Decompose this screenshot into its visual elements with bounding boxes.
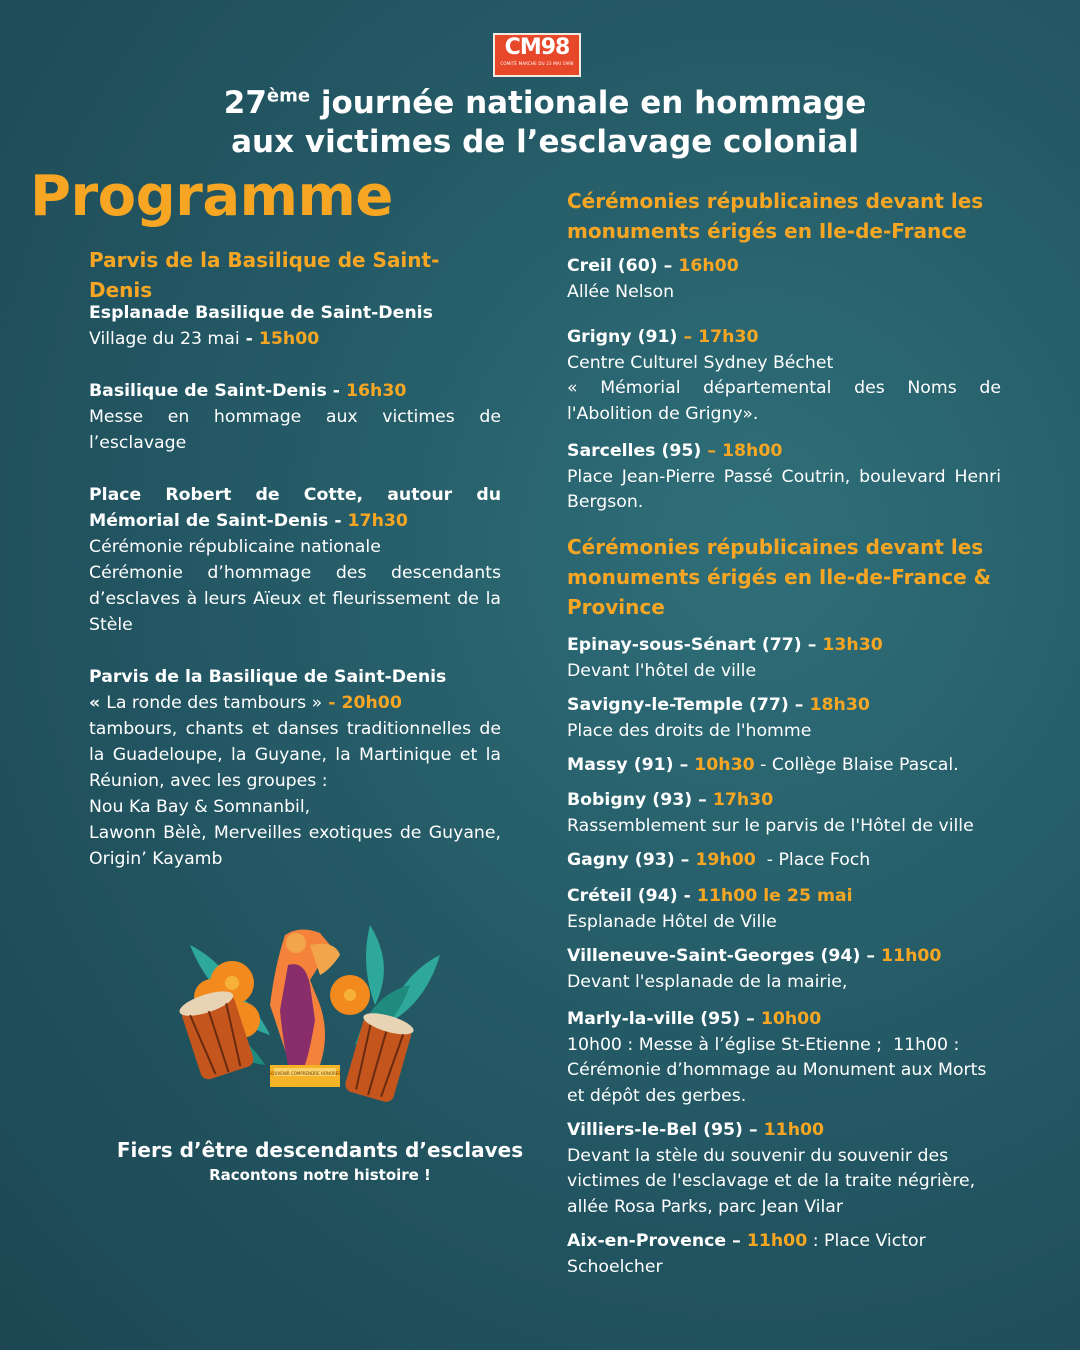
event-time: 10h00 (760, 1009, 822, 1029)
event-time: 16h30 (345, 381, 407, 401)
event-separator: – (740, 1009, 761, 1029)
event-time: 10h30 (694, 755, 755, 775)
event-place: Place Robert de Cotte, autour du Mémorial de Saint-Denis (89, 485, 501, 531)
event-time: 20h00 (341, 693, 402, 713)
event-separator: - (239, 329, 259, 349)
event-separator: – (657, 256, 679, 276)
event-time: 11h00 (746, 1231, 808, 1251)
event-time: 11h00 (763, 1120, 825, 1140)
event-desc-a: : Place Victor (807, 1231, 926, 1251)
right-event-villeneuve (567, 944, 1037, 995)
event-city: Massy (91) (567, 755, 674, 775)
event-heading (567, 633, 1001, 659)
event-city: Epinay-sous-Sénart (77) (567, 635, 802, 655)
event-time: 18h30 (809, 695, 870, 715)
event-time: 19h00 (695, 850, 756, 870)
event-heading (567, 788, 1001, 814)
event-time: 16h00 (678, 256, 739, 276)
event-city: Sarcelles (95) (567, 441, 702, 461)
event-desc: Devant l'esplanade de la mairie, (567, 971, 848, 992)
event-desc: Place des droits de l'homme (567, 720, 812, 741)
event-heading (567, 254, 1001, 280)
right-heading-2: Cérémonies républicaines devant les monuments érigés en Ile-de-France & Province (567, 535, 992, 619)
logo-text: CM98 (504, 35, 570, 60)
event-city: Aix-en-Provence (567, 1231, 727, 1251)
title-line-2: aux victimes de l’esclavage colonial (231, 124, 859, 160)
left-event-4 (89, 664, 501, 872)
event-desc-1: Centre Culturel Sydney Béchet (567, 352, 834, 373)
event-desc-2: victimes de l'esclavage et de la traite négrière, (567, 1171, 976, 1191)
event-desc-2: Cérémonie d’hommage au Monument aux Morts (567, 1060, 987, 1080)
event-separator: - (326, 381, 346, 401)
event-desc-d: Lawonn Bèlè, Merveilles exotiques de Guyane, Origin’ Kayamb (89, 823, 501, 869)
left-event-1 (89, 300, 501, 352)
event-separator: – (677, 327, 699, 347)
left-event-3 (89, 482, 501, 638)
event-time: 11h00 le 25 mai (696, 886, 853, 906)
event-separator: - (677, 886, 697, 906)
right-event-creil (567, 254, 1001, 305)
event-heading (567, 693, 1001, 719)
title-superscript: ème (266, 85, 311, 107)
event-city: Villeneuve-Saint-Georges (94) (567, 946, 861, 966)
right-event-aix (567, 1229, 1001, 1280)
page-title (0, 84, 1080, 162)
title-line-1 (0, 84, 1080, 123)
footer-tagline: Racontons notre histoire ! (209, 1166, 431, 1184)
title-line-1-text: journée nationale en hommage (310, 85, 867, 121)
right-event-grigny (567, 325, 1001, 427)
event-desc-b: tambours, chants et danses traditionnelles de la Guadeloupe, la Guyane, la Martinique et la Réunion, avec les groupes : (89, 719, 501, 791)
event-desc-3: allée Rosa Parks, parc Jean Vilar (567, 1196, 843, 1217)
event-time: 18h00 (722, 441, 783, 461)
event-heading (89, 482, 501, 534)
event-heading (89, 378, 501, 404)
event-desc: Allée Nelson (567, 281, 675, 302)
event-city: Marly-la-ville (95) (567, 1009, 741, 1029)
quote-open: « (89, 693, 107, 713)
event-heading (567, 884, 1001, 910)
event-desc: Esplanade Hôtel de Ville (567, 911, 777, 932)
event-separator: – (701, 441, 722, 461)
left-section-title: Parvis de la Basilique de Saint-Denis (89, 248, 440, 302)
footer-slogan: Fiers d’être descendants d’esclaves (116, 1138, 524, 1162)
event-heading (567, 439, 1001, 465)
event-desc-3: et dépôt des gerbes. (567, 1085, 747, 1106)
right-event-savigny (567, 693, 1001, 744)
event-separator: – (801, 635, 823, 655)
event-city: Villiers-le-Bel (95) (567, 1120, 743, 1140)
event-separator: – (860, 946, 882, 966)
right-event-bobigny (567, 788, 1001, 839)
event-city: Gagny (93) (567, 850, 675, 870)
logo-subtitle: COMITÉ MARCHE DU 23 MAI 1998 (500, 61, 574, 66)
event-desc-1: Cérémonie républicaine nationale (89, 537, 381, 557)
event-desc: Devant l'hôtel de ville (567, 660, 757, 681)
event-time: 15h00 (258, 329, 320, 349)
event-heading (567, 944, 1037, 970)
event-city: Creil (60) (567, 256, 658, 276)
event-heading (567, 1229, 1001, 1255)
event-time: 17h30 (712, 790, 774, 810)
event-heading (89, 690, 501, 716)
event-desc: Place Jean-Pierre Passé Coutrin, boulevard Henri Bergson. (567, 466, 1001, 512)
event-city: Grigny (91) (567, 327, 678, 347)
event-desc-text: Village du 23 mai (89, 329, 240, 349)
event-separator: – (726, 1231, 747, 1251)
cm98-logo (493, 33, 581, 77)
event-time: 17h30 (347, 511, 408, 531)
event-desc-c: Nou Ka Bay & Somnanbil, (89, 797, 311, 817)
drums-flowers-illustration (170, 925, 460, 1105)
event-desc-2: Cérémonie d’hommage des descendants d’esclaves à leurs Aïeux et fleurissement de la Stèle (89, 563, 501, 635)
event-separator: – (742, 1120, 764, 1140)
event-heading (567, 1007, 1037, 1033)
event-time: 13h30 (822, 635, 883, 655)
event-time: 17h30 (698, 327, 759, 347)
event-place: Esplanade Basilique de Saint-Denis (89, 303, 433, 323)
right-event-sarcelles (567, 439, 1001, 516)
event-desc-b: Schoelcher (567, 1256, 663, 1277)
event-place: Parvis de la Basilique de Saint-Denis (89, 667, 447, 687)
event-city: Créteil (94) (567, 886, 678, 906)
event-desc-2: « Mémorial départemental des Noms de l'Abolition de Grigny». (567, 378, 1001, 424)
programme-heading: Programme (30, 164, 393, 229)
title-number: 27 (223, 85, 267, 121)
event-city: Savigny-le-Temple (77) (567, 695, 789, 715)
event-heading (567, 753, 1001, 779)
event-heading (567, 1118, 1037, 1144)
event-desc: Rassemblement sur le parvis de l'Hôtel de ville (567, 815, 974, 836)
event-desc: - Collège Blaise Pascal. (754, 755, 959, 775)
event-separator: - (322, 693, 342, 713)
event-place: Basilique de Saint-Denis (89, 381, 327, 401)
right-event-massy (567, 753, 1001, 779)
left-event-2 (89, 378, 501, 456)
right-event-marly (567, 1007, 1037, 1109)
right-event-epinay (567, 633, 1001, 684)
plinth-label: SOUVENIR COMPRENDRE HONORER (268, 1071, 342, 1076)
event-city: Bobigny (93) (567, 790, 693, 810)
event-desc-1: 10h00 : Messe à l’église St-Etienne ; 11h00 : (567, 1034, 960, 1055)
event-separator: – (788, 695, 810, 715)
event-desc-1: Devant la stèle du souvenir du souvenir des (567, 1145, 949, 1166)
event-separator: - (328, 511, 348, 531)
event-separator: – (692, 790, 713, 810)
event-time: 11h00 (881, 946, 942, 966)
event-separator: – (674, 850, 696, 870)
right-event-villiers (567, 1118, 1037, 1220)
event-heading (567, 848, 1001, 874)
right-heading-1: Cérémonies républicaines devant les monuments érigés en Ile-de-France (567, 189, 984, 243)
event-desc: - Place Foch (755, 850, 871, 870)
event-separator: – (673, 755, 695, 775)
event-heading (567, 325, 1001, 351)
event-desc-a: La ronde des tambours » (106, 693, 323, 713)
right-event-gagny (567, 848, 1001, 874)
event-desc: Messe en hommage aux victimes de l’esclavage (89, 407, 501, 453)
event-desc (89, 326, 501, 352)
right-event-creteil (567, 884, 1001, 935)
